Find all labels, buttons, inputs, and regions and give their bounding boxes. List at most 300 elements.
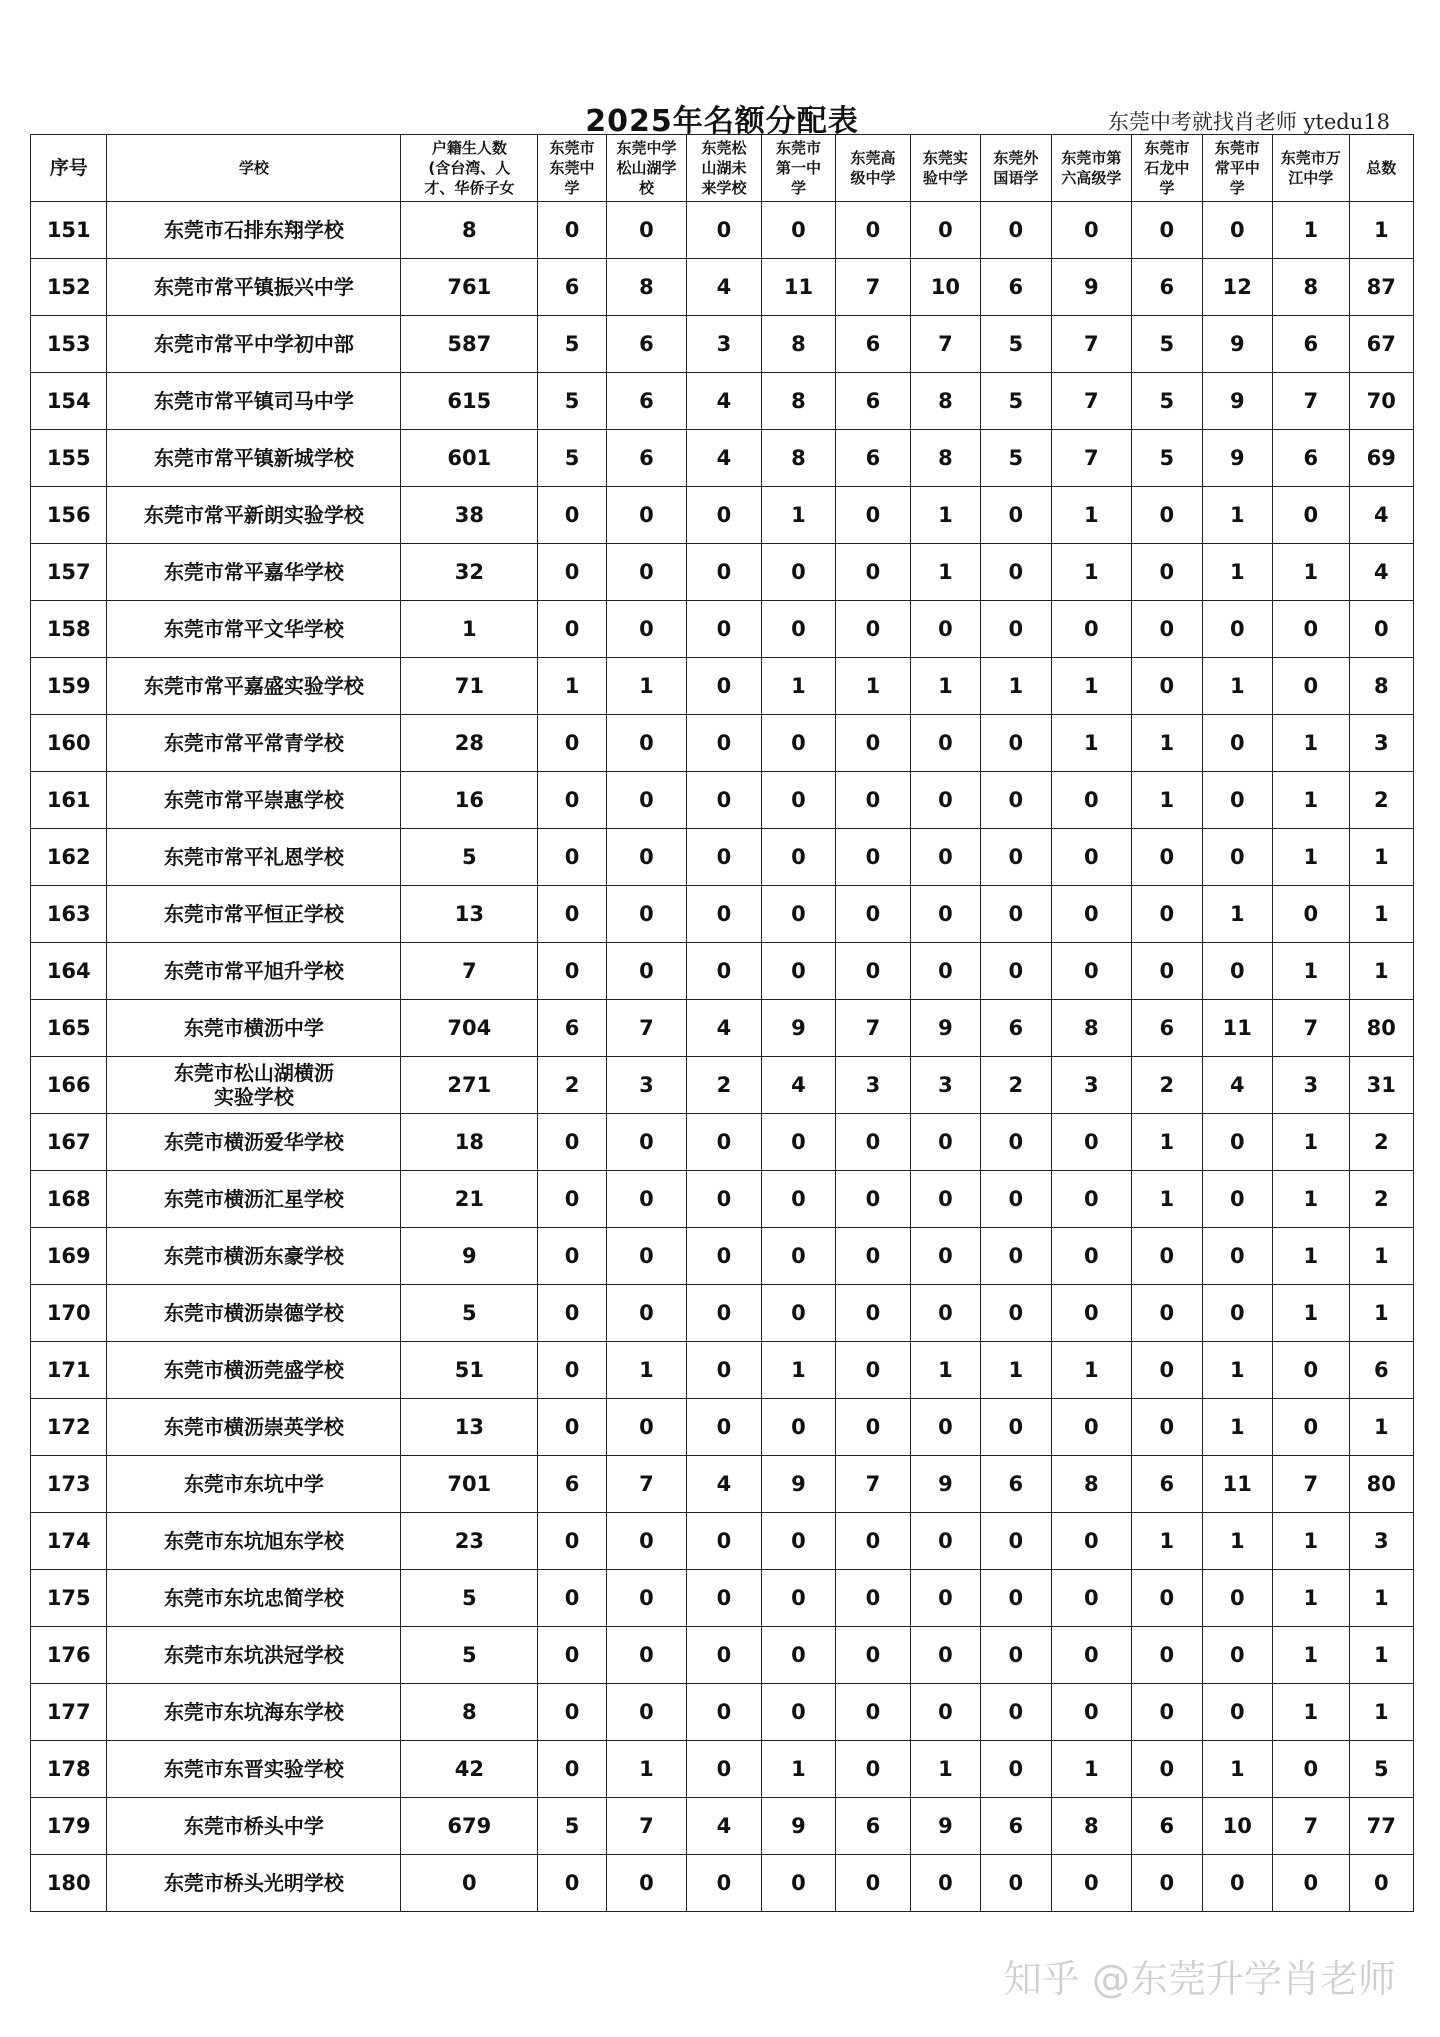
row-number: 175 xyxy=(31,1570,107,1627)
table-cell: 0 xyxy=(836,829,910,886)
table-cell: 0 xyxy=(687,1228,761,1285)
table-cell: 0 xyxy=(538,202,606,259)
table-cell: 0 xyxy=(687,487,761,544)
table-cell: 8 xyxy=(401,202,538,259)
table-cell: 0 xyxy=(538,487,606,544)
table-cell: 5 xyxy=(981,373,1051,430)
column-header xyxy=(836,135,910,202)
table-cell: 0 xyxy=(1051,1570,1132,1627)
table-cell: 0 xyxy=(981,1399,1051,1456)
table-cell: 0 xyxy=(538,1114,606,1171)
row-number: 171 xyxy=(31,1342,107,1399)
table-cell: 0 xyxy=(1132,1741,1202,1798)
table-row xyxy=(31,544,1414,601)
school-name: 东莞市常平恒正学校 xyxy=(107,886,401,943)
table-cell: 0 xyxy=(606,1513,687,1570)
table-cell: 0 xyxy=(910,1285,980,1342)
table-cell: 0 xyxy=(1051,1855,1132,1912)
row-number: 157 xyxy=(31,544,107,601)
table-cell: 0 xyxy=(1273,1399,1349,1456)
table-row xyxy=(31,316,1414,373)
table-cell: 2 xyxy=(1349,1171,1414,1228)
school-name: 东莞市横沥东豪学校 xyxy=(107,1228,401,1285)
column-header xyxy=(1202,135,1272,202)
table-cell: 1 xyxy=(1132,1171,1202,1228)
table-cell: 1 xyxy=(1132,772,1202,829)
school-name: 东莞市横沥崇德学校 xyxy=(107,1285,401,1342)
row-number: 177 xyxy=(31,1684,107,1741)
table-cell: 4 xyxy=(687,259,761,316)
table-cell: 1 xyxy=(1349,202,1414,259)
table-cell: 0 xyxy=(981,1513,1051,1570)
table-cell: 6 xyxy=(538,259,606,316)
table-cell: 0 xyxy=(910,1570,980,1627)
table-cell: 0 xyxy=(606,1114,687,1171)
table-cell: 0 xyxy=(1132,1228,1202,1285)
table-cell: 1 xyxy=(1051,1741,1132,1798)
table-cell: 1 xyxy=(1273,1684,1349,1741)
row-number: 154 xyxy=(31,373,107,430)
table-cell: 0 xyxy=(1132,1285,1202,1342)
table-cell: 0 xyxy=(538,1855,606,1912)
table-cell: 1 xyxy=(1202,886,1272,943)
table-cell: 1 xyxy=(1273,1114,1349,1171)
table-cell: 1 xyxy=(910,544,980,601)
table-cell: 8 xyxy=(761,316,835,373)
table-cell: 3 xyxy=(687,316,761,373)
school-name: 东莞市东坑忠简学校 xyxy=(107,1570,401,1627)
school-name: 东莞市横沥中学 xyxy=(107,1000,401,1057)
table-cell: 9 xyxy=(1051,259,1132,316)
column-header-label: 东莞中学 松山湖学 校 xyxy=(616,139,677,197)
table-cell: 1 xyxy=(538,658,606,715)
table-cell: 0 xyxy=(761,943,835,1000)
table-cell: 4 xyxy=(687,1456,761,1513)
table-cell: 0 xyxy=(910,1855,980,1912)
table-row xyxy=(31,1741,1414,1798)
table-cell: 4 xyxy=(761,1057,835,1114)
table-cell: 0 xyxy=(1132,601,1202,658)
table-cell: 1 xyxy=(1273,1228,1349,1285)
table-cell: 0 xyxy=(1202,1114,1272,1171)
table-cell: 2 xyxy=(1349,772,1414,829)
table-cell: 0 xyxy=(1132,1570,1202,1627)
table-cell: 701 xyxy=(401,1456,538,1513)
table-cell: 4 xyxy=(1349,487,1414,544)
school-name: 东莞市常平镇新城学校 xyxy=(107,430,401,487)
row-number: 159 xyxy=(31,658,107,715)
table-cell: 0 xyxy=(1132,1399,1202,1456)
school-name: 东莞市东坑海东学校 xyxy=(107,1684,401,1741)
table-cell: 1 xyxy=(1349,1285,1414,1342)
table-cell: 0 xyxy=(687,658,761,715)
table-cell: 1 xyxy=(1349,1228,1414,1285)
table-cell: 0 xyxy=(981,1684,1051,1741)
table-cell: 4 xyxy=(1202,1057,1272,1114)
table-cell: 0 xyxy=(761,1513,835,1570)
table-cell: 0 xyxy=(1202,601,1272,658)
table-cell: 51 xyxy=(401,1342,538,1399)
table-cell: 0 xyxy=(1202,772,1272,829)
table-cell: 6 xyxy=(1273,430,1349,487)
row-number: 162 xyxy=(31,829,107,886)
table-cell: 2 xyxy=(981,1057,1051,1114)
table-cell: 0 xyxy=(981,487,1051,544)
table-cell: 0 xyxy=(538,1342,606,1399)
table-cell: 0 xyxy=(1051,1171,1132,1228)
table-cell: 9 xyxy=(910,1456,980,1513)
table-cell: 5 xyxy=(538,1798,606,1855)
table-cell: 0 xyxy=(836,1114,910,1171)
table-cell: 0 xyxy=(538,943,606,1000)
table-cell: 0 xyxy=(981,772,1051,829)
table-cell: 0 xyxy=(687,1171,761,1228)
table-cell: 0 xyxy=(1051,1684,1132,1741)
table-cell: 0 xyxy=(687,544,761,601)
table-cell: 0 xyxy=(687,772,761,829)
table-cell: 0 xyxy=(836,943,910,1000)
school-name: 东莞市横沥莞盛学校 xyxy=(107,1342,401,1399)
table-cell: 0 xyxy=(687,1684,761,1741)
table-row xyxy=(31,1513,1414,1570)
table-cell: 0 xyxy=(538,1171,606,1228)
column-header-label: 东莞高 级中学 xyxy=(850,149,896,187)
school-name: 东莞市常平文华学校 xyxy=(107,601,401,658)
table-cell: 1 xyxy=(981,1342,1051,1399)
table-cell: 0 xyxy=(1051,601,1132,658)
table-cell: 0 xyxy=(687,943,761,1000)
table-cell: 0 xyxy=(538,601,606,658)
school-name: 东莞市东坑中学 xyxy=(107,1456,401,1513)
school-name: 东莞市常平嘉华学校 xyxy=(107,544,401,601)
table-cell: 0 xyxy=(1202,1855,1272,1912)
table-cell: 0 xyxy=(981,1570,1051,1627)
table-cell: 0 xyxy=(687,1513,761,1570)
table-cell: 5 xyxy=(1132,316,1202,373)
table-cell: 6 xyxy=(538,1456,606,1513)
table-cell: 9 xyxy=(1202,373,1272,430)
table-cell: 6 xyxy=(981,1798,1051,1855)
table-cell: 0 xyxy=(1202,1570,1272,1627)
table-cell: 0 xyxy=(981,1285,1051,1342)
table-cell: 0 xyxy=(1051,1228,1132,1285)
table-cell: 0 xyxy=(606,886,687,943)
table-row xyxy=(31,886,1414,943)
table-cell: 271 xyxy=(401,1057,538,1114)
column-header-label: 东莞市 常平中 学 xyxy=(1214,139,1260,197)
school-name: 东莞市桥头中学 xyxy=(107,1798,401,1855)
table-cell: 2 xyxy=(1132,1057,1202,1114)
table-cell: 0 xyxy=(981,943,1051,1000)
table-cell: 0 xyxy=(836,1171,910,1228)
table-row xyxy=(31,1684,1414,1741)
table-cell: 0 xyxy=(910,829,980,886)
table-cell: 0 xyxy=(606,772,687,829)
table-cell: 9 xyxy=(1202,316,1272,373)
table-cell: 1 xyxy=(1202,544,1272,601)
table-cell: 6 xyxy=(606,430,687,487)
table-cell: 23 xyxy=(401,1513,538,1570)
table-cell: 1 xyxy=(606,1741,687,1798)
table-cell: 7 xyxy=(910,316,980,373)
table-cell: 0 xyxy=(1132,1684,1202,1741)
school-name: 东莞市东坑旭东学校 xyxy=(107,1513,401,1570)
table-cell: 0 xyxy=(910,1399,980,1456)
school-name: 东莞市常平镇司马中学 xyxy=(107,373,401,430)
table-cell: 6 xyxy=(836,316,910,373)
school-name: 东莞市常平旭升学校 xyxy=(107,943,401,1000)
table-cell: 0 xyxy=(836,1399,910,1456)
school-name: 东莞市东坑洪冠学校 xyxy=(107,1627,401,1684)
school-name: 东莞市横沥崇英学校 xyxy=(107,1399,401,1456)
table-cell: 6 xyxy=(836,1798,910,1855)
table-cell: 0 xyxy=(1132,886,1202,943)
table-cell: 0 xyxy=(910,1114,980,1171)
table-cell: 7 xyxy=(606,1798,687,1855)
column-header xyxy=(1132,135,1202,202)
table-cell: 0 xyxy=(761,202,835,259)
table-cell: 0 xyxy=(836,1741,910,1798)
table-cell: 69 xyxy=(1349,430,1414,487)
table-cell: 1 xyxy=(761,1342,835,1399)
table-cell: 7 xyxy=(1273,1798,1349,1855)
table-cell: 0 xyxy=(687,1855,761,1912)
table-cell: 0 xyxy=(1051,1285,1132,1342)
table-cell: 6 xyxy=(1349,1342,1414,1399)
table-row xyxy=(31,430,1414,487)
table-cell: 0 xyxy=(538,1741,606,1798)
table-row xyxy=(31,1171,1414,1228)
table-cell: 42 xyxy=(401,1741,538,1798)
table-cell: 0 xyxy=(910,772,980,829)
school-name: 东莞市石排东翔学校 xyxy=(107,202,401,259)
table-cell: 18 xyxy=(401,1114,538,1171)
row-number: 155 xyxy=(31,430,107,487)
table-cell: 7 xyxy=(1051,373,1132,430)
column-header xyxy=(1273,135,1349,202)
table-cell: 0 xyxy=(1051,886,1132,943)
row-number: 172 xyxy=(31,1399,107,1456)
table-cell: 1 xyxy=(1132,1513,1202,1570)
school-name: 东莞市常平崇惠学校 xyxy=(107,772,401,829)
table-cell: 0 xyxy=(1132,658,1202,715)
table-row xyxy=(31,1114,1414,1171)
table-cell: 0 xyxy=(1051,202,1132,259)
table-cell: 1 xyxy=(1202,658,1272,715)
table-cell: 0 xyxy=(981,1627,1051,1684)
table-cell: 3 xyxy=(836,1057,910,1114)
table-cell: 1 xyxy=(1349,1627,1414,1684)
school-name: 东莞市常平嘉盛实验学校 xyxy=(107,658,401,715)
table-cell: 0 xyxy=(761,1228,835,1285)
row-number: 161 xyxy=(31,772,107,829)
table-cell: 0 xyxy=(910,886,980,943)
table-cell: 0 xyxy=(1202,1228,1272,1285)
table-cell: 0 xyxy=(606,1285,687,1342)
table-cell: 9 xyxy=(761,1456,835,1513)
table-cell: 0 xyxy=(1273,487,1349,544)
table-cell: 7 xyxy=(606,1456,687,1513)
table-cell: 13 xyxy=(401,1399,538,1456)
table-cell: 0 xyxy=(1132,1342,1202,1399)
table-cell: 0 xyxy=(687,829,761,886)
table-cell: 0 xyxy=(1051,943,1132,1000)
table-cell: 5 xyxy=(538,316,606,373)
table-cell: 0 xyxy=(1051,1399,1132,1456)
table-row xyxy=(31,487,1414,544)
table-cell: 80 xyxy=(1349,1000,1414,1057)
table-cell: 1 xyxy=(1273,1627,1349,1684)
table-cell: 0 xyxy=(606,544,687,601)
table-cell: 71 xyxy=(401,658,538,715)
table-cell: 7 xyxy=(836,259,910,316)
table-cell: 7 xyxy=(1273,373,1349,430)
row-number: 174 xyxy=(31,1513,107,1570)
table-cell: 0 xyxy=(538,886,606,943)
table-cell: 7 xyxy=(1273,1456,1349,1513)
table-cell: 5 xyxy=(981,430,1051,487)
table-cell: 0 xyxy=(761,1570,835,1627)
table-row xyxy=(31,658,1414,715)
table-cell: 0 xyxy=(836,886,910,943)
allocation-table xyxy=(30,134,1414,1912)
table-cell: 0 xyxy=(981,601,1051,658)
table-cell: 1 xyxy=(1051,715,1132,772)
column-header-label: 总数 xyxy=(1366,159,1397,177)
table-cell: 0 xyxy=(761,1114,835,1171)
table-cell: 67 xyxy=(1349,316,1414,373)
table-cell: 2 xyxy=(687,1057,761,1114)
table-cell: 0 xyxy=(981,1171,1051,1228)
row-number: 170 xyxy=(31,1285,107,1342)
table-cell: 1 xyxy=(1349,1684,1414,1741)
table-row xyxy=(31,1627,1414,1684)
table-cell: 0 xyxy=(761,1684,835,1741)
table-cell: 0 xyxy=(1132,1627,1202,1684)
table-cell: 1 xyxy=(1273,1285,1349,1342)
table-row xyxy=(31,1456,1414,1513)
table-cell: 1 xyxy=(1273,715,1349,772)
table-row xyxy=(31,772,1414,829)
table-cell: 0 xyxy=(1051,772,1132,829)
table-cell: 0 xyxy=(910,1627,980,1684)
table-cell: 0 xyxy=(606,1171,687,1228)
table-cell: 4 xyxy=(1349,544,1414,601)
table-cell: 1 xyxy=(1202,1741,1272,1798)
footer-watermark: 知乎 @东莞升学肖老师 xyxy=(1003,1957,1396,2001)
table-cell: 1 xyxy=(1273,1570,1349,1627)
table-cell: 5 xyxy=(401,1285,538,1342)
row-number: 173 xyxy=(31,1456,107,1513)
table-cell: 0 xyxy=(1051,1627,1132,1684)
table-cell: 6 xyxy=(836,373,910,430)
table-cell: 5 xyxy=(401,1627,538,1684)
table-cell: 0 xyxy=(981,1741,1051,1798)
table-cell: 0 xyxy=(538,772,606,829)
table-cell: 5 xyxy=(1132,430,1202,487)
table-row xyxy=(31,829,1414,886)
table-cell: 5 xyxy=(401,1570,538,1627)
table-cell: 0 xyxy=(1273,658,1349,715)
table-cell: 1 xyxy=(1132,715,1202,772)
column-header-label: 东莞市第 六高级学 xyxy=(1061,149,1122,187)
table-cell: 80 xyxy=(1349,1456,1414,1513)
table-cell: 8 xyxy=(761,430,835,487)
table-cell: 0 xyxy=(1202,202,1272,259)
top-note: 东莞中考就找肖老师 ytedu18 xyxy=(1107,110,1390,134)
row-number: 180 xyxy=(31,1855,107,1912)
table-cell: 0 xyxy=(1132,1855,1202,1912)
table-cell: 0 xyxy=(606,943,687,1000)
table-cell: 0 xyxy=(606,715,687,772)
school-name: 东莞市桥头光明学校 xyxy=(107,1855,401,1912)
table-body xyxy=(31,202,1414,1912)
table-row xyxy=(31,1285,1414,1342)
table-cell: 0 xyxy=(761,829,835,886)
table-cell: 8 xyxy=(606,259,687,316)
table-cell: 0 xyxy=(1132,829,1202,886)
table-cell: 6 xyxy=(1132,1798,1202,1855)
column-header-label: 东莞外 国语学 xyxy=(993,149,1039,187)
table-cell: 0 xyxy=(981,1228,1051,1285)
table-row xyxy=(31,1057,1414,1114)
table-cell: 8 xyxy=(1051,1456,1132,1513)
table-row xyxy=(31,1342,1414,1399)
table-cell: 7 xyxy=(1273,1000,1349,1057)
table-cell: 9 xyxy=(910,1798,980,1855)
row-number: 178 xyxy=(31,1741,107,1798)
table-cell: 0 xyxy=(981,829,1051,886)
table-cell: 1 xyxy=(1051,1342,1132,1399)
table-cell: 8 xyxy=(761,373,835,430)
table-cell: 11 xyxy=(761,259,835,316)
table-row xyxy=(31,601,1414,658)
school-name: 东莞市常平礼恩学校 xyxy=(107,829,401,886)
table-cell: 1 xyxy=(1202,1513,1272,1570)
table-cell: 0 xyxy=(836,601,910,658)
table-cell: 0 xyxy=(761,1627,835,1684)
column-header xyxy=(761,135,835,202)
table-cell: 5 xyxy=(981,316,1051,373)
table-cell: 0 xyxy=(538,829,606,886)
table-cell: 587 xyxy=(401,316,538,373)
table-cell: 679 xyxy=(401,1798,538,1855)
table-cell: 1 xyxy=(1349,829,1414,886)
table-cell: 31 xyxy=(1349,1057,1414,1114)
table-cell: 5 xyxy=(538,430,606,487)
table-row xyxy=(31,1000,1414,1057)
table-cell: 8 xyxy=(1051,1798,1132,1855)
table-cell: 0 xyxy=(981,715,1051,772)
header-row xyxy=(31,135,1414,202)
table-cell: 0 xyxy=(1349,601,1414,658)
table-cell: 1 xyxy=(1273,1171,1349,1228)
column-header xyxy=(31,135,107,202)
table-cell: 0 xyxy=(836,772,910,829)
table-cell: 1 xyxy=(910,658,980,715)
table-cell: 0 xyxy=(606,1228,687,1285)
table-cell: 0 xyxy=(538,1684,606,1741)
table-cell: 0 xyxy=(401,1855,538,1912)
table-cell: 11 xyxy=(1202,1456,1272,1513)
table-cell: 1 xyxy=(1349,1399,1414,1456)
table-cell: 0 xyxy=(687,1114,761,1171)
table-cell: 0 xyxy=(836,202,910,259)
table-cell: 0 xyxy=(538,1399,606,1456)
column-header xyxy=(687,135,761,202)
table-cell: 0 xyxy=(1273,1855,1349,1912)
table-cell: 16 xyxy=(401,772,538,829)
